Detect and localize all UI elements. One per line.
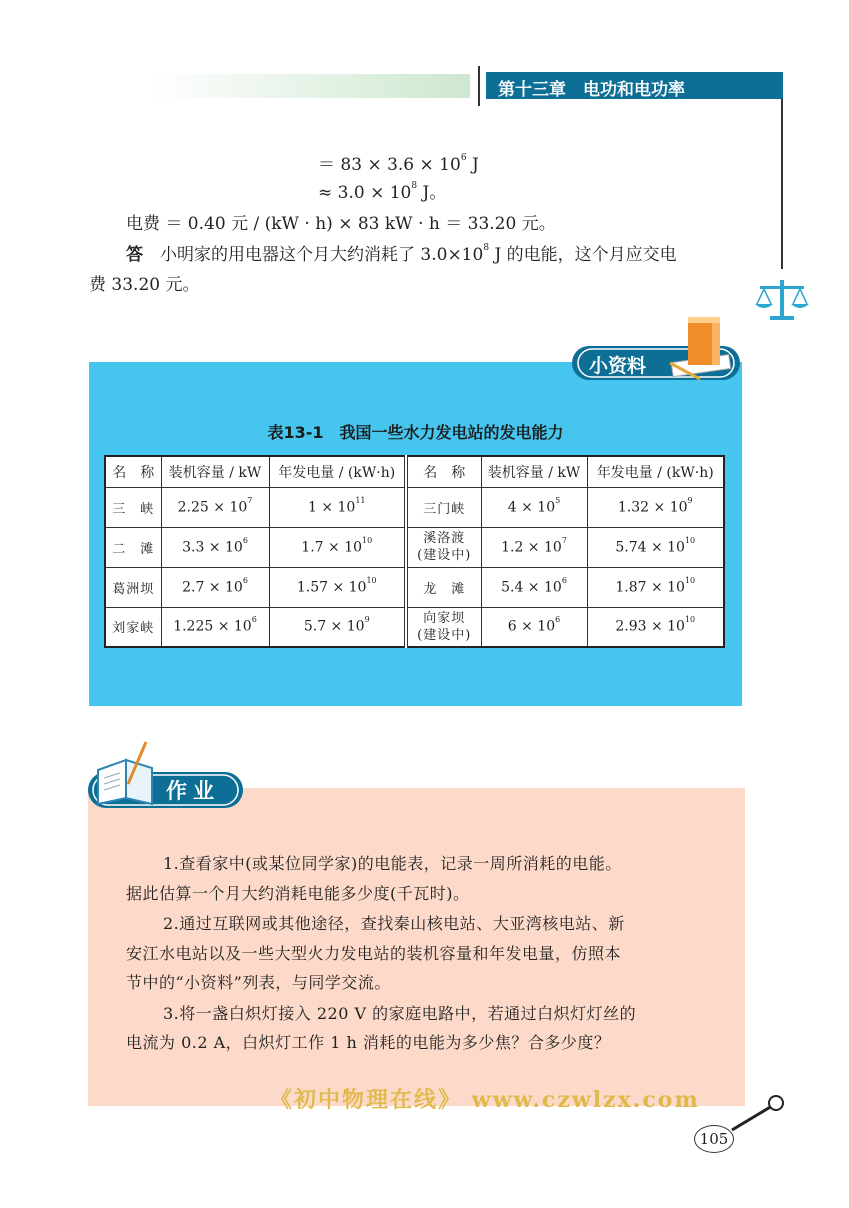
col-header-generation: 年发电量 / (kW·h) xyxy=(269,456,406,487)
watermark: 《初中物理在线》 www.czwlzx.com xyxy=(270,1087,700,1113)
station-name: 向家坝 (建设中) xyxy=(406,607,481,647)
capacity-cell: $6 \times 10^6$ xyxy=(481,607,587,647)
header-divider xyxy=(478,66,480,106)
hydropower-table xyxy=(104,455,725,648)
generation-cell: $5.74 \times 10^{10}$ xyxy=(587,527,724,567)
station-name: 龙 滩 xyxy=(406,567,481,607)
generation-cell: $1.87 \times 10^{10}$ xyxy=(587,567,724,607)
equation-line-2: ≈ $3.0 \times 10^8$ J。 xyxy=(318,181,447,203)
margin-rule xyxy=(781,99,783,269)
book-pencil-icon xyxy=(668,311,740,381)
info-badge-label: 小资料 xyxy=(589,355,647,377)
notebook-pen-icon xyxy=(92,740,162,806)
answer-label: 答 xyxy=(126,245,143,265)
generation-cell: $1.32 \times 10^9$ xyxy=(587,487,724,527)
homework-line: 3.将一盏白炽灯接入 220 V 的家庭电路中，若通过白炽灯灯丝的 xyxy=(163,1004,637,1023)
header-gradient-bar xyxy=(150,74,470,98)
magnifier-icon xyxy=(730,1094,788,1134)
homework-line: 节中的“小资料”列表，与同学交流。 xyxy=(126,973,391,992)
homework-line: 2.通过互联网或其他途径，查找秦山核电站、大亚湾核电站、新 xyxy=(163,914,625,933)
capacity-cell: $2.25 \times 10^7$ xyxy=(161,487,269,527)
col-header-capacity: 装机容量 / kW xyxy=(481,456,587,487)
station-name: 溪洛渡 (建设中) xyxy=(406,527,481,567)
homework-title: 作业 xyxy=(166,779,220,803)
table-row xyxy=(105,607,724,647)
homework-line: 据此估算一个月大约消耗电能多少度(千瓦时)。 xyxy=(126,884,470,903)
station-name: 刘家峡 xyxy=(105,607,161,647)
cost-line: 电费 ＝ 0.40 元 / (kW · h) × 83 kW · h ＝ 33.20 元。 xyxy=(126,214,556,234)
capacity-cell: $5.4 \times 10^6$ xyxy=(481,567,587,607)
capacity-cell: $3.3 \times 10^6$ xyxy=(161,527,269,567)
station-name: 三 峡 xyxy=(105,487,161,527)
homework-line: 电流为 0.2 A，白炽灯工作 1 h 消耗的电能为多少焦？合多少度？ xyxy=(126,1033,611,1052)
col-header-generation: 年发电量 / (kW·h) xyxy=(587,456,724,487)
generation-cell: $2.93 \times 10^{10}$ xyxy=(587,607,724,647)
station-name: 葛洲坝 xyxy=(105,567,161,607)
col-header-capacity: 装机容量 / kW xyxy=(161,456,269,487)
page-number: 105 xyxy=(694,1125,734,1153)
capacity-cell: $4 \times 10^5$ xyxy=(481,487,587,527)
capacity-cell: $1.225 \times 10^6$ xyxy=(161,607,269,647)
table-row xyxy=(105,527,724,567)
station-name: 二 滩 xyxy=(105,527,161,567)
capacity-cell: $2.7 \times 10^6$ xyxy=(161,567,269,607)
equation-line-1: ＝ $83 \times 3.6 \times 10^6$ J xyxy=(318,153,479,175)
col-header-name: 名 称 xyxy=(406,456,481,487)
col-header-name: 名 称 xyxy=(105,456,161,487)
table-caption: 表13-1 我国一些水力发电站的发电能力 xyxy=(267,423,564,442)
station-name: 三门峡 xyxy=(406,487,481,527)
generation-cell: $1.7 \times 10^{10}$ xyxy=(269,527,406,567)
generation-cell: $1 \times 10^{11}$ xyxy=(269,487,406,527)
table-row xyxy=(105,487,724,527)
capacity-cell: $1.2 \times 10^7$ xyxy=(481,527,587,567)
generation-cell: $1.57 \times 10^{10}$ xyxy=(269,567,406,607)
homework-line: 1.查看家中(或某位同学家)的电能表，记录一周所消耗的电能。 xyxy=(163,854,622,873)
table-header-row xyxy=(105,456,724,487)
balance-scale-icon xyxy=(754,276,810,322)
answer-line: 答 小明家的用电器这个月大约消耗了 $3.0\times 10^8$ J 的电能，这个月应交电 xyxy=(126,243,677,265)
generation-cell: $5.7 \times 10^9$ xyxy=(269,607,406,647)
homework-line: 安江水电站以及一些大型火力发电站的装机容量和年发电量，仿照本 xyxy=(126,944,622,963)
chapter-title: 第十三章 电功和电功率 xyxy=(486,72,783,99)
table-row xyxy=(105,567,724,607)
answer-line-2: 费 33.20 元。 xyxy=(89,275,200,295)
